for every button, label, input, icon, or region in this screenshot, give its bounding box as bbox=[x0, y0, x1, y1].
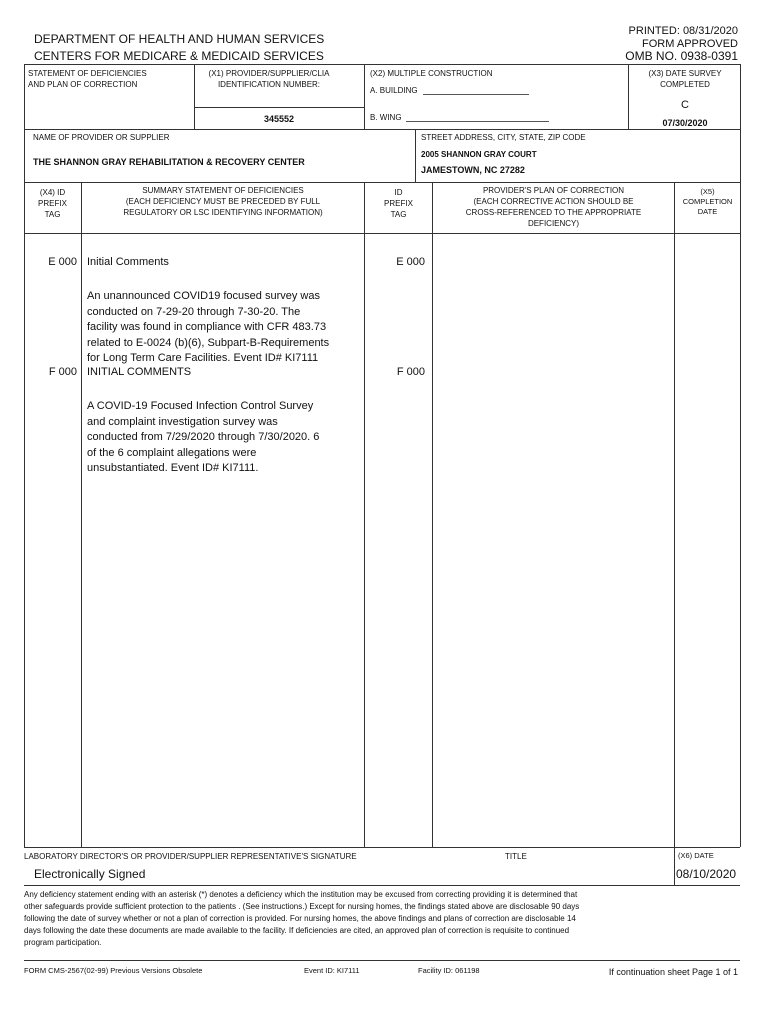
rule bbox=[24, 885, 740, 886]
rule bbox=[24, 233, 740, 234]
rule bbox=[24, 960, 740, 961]
rule bbox=[24, 64, 740, 65]
id-prefix-header: ID PREFIX TAG bbox=[384, 188, 413, 219]
rule bbox=[674, 182, 675, 847]
facility-id: Facility ID: 061198 bbox=[418, 966, 480, 975]
building-label: A. BUILDING bbox=[370, 86, 418, 95]
rule bbox=[364, 64, 365, 129]
signature-date: 08/10/2020 bbox=[676, 867, 737, 881]
rule bbox=[432, 182, 433, 847]
wing-blank bbox=[406, 121, 549, 122]
form-number: FORM CMS-2567(02-99) Previous Versions Obsolete bbox=[24, 966, 203, 975]
rule bbox=[24, 129, 740, 130]
x1-label: (X1) PROVIDER/SUPPLIER/CLIA IDENTIFICATION NUMBER: bbox=[208, 69, 330, 89]
statement-label: STATEMENT OF DEFICIENCIES AND PLAN OF CORRECTION bbox=[28, 69, 147, 89]
city-state-zip: JAMESTOWN, NC 27282 bbox=[421, 165, 525, 175]
building-blank bbox=[423, 94, 529, 95]
disclaimer: Any deficiency statement ending with an asterisk (*) denotes a deficiency which the institution may be excused from correcting providing it is determined that other safeguards provide sufficient protection to the patients . (See instructions.) Except for nursing homes, the findings stated above are disclosable 90 days following the date of survey whether or not a plan of correction is provided. For nursing homes, the above findings and plans of correction are disclosable 14 days following the date these documents are made available to the facility. If deficiencies are cited, an approved plan of correction is requisite to continued program participation. bbox=[24, 890, 580, 947]
rule bbox=[81, 182, 82, 847]
signature-label: LABORATORY DIRECTOR'S OR PROVIDER/SUPPLIER REPRESENTATIVE'S SIGNATURE bbox=[24, 852, 357, 861]
rule bbox=[364, 182, 365, 847]
rule bbox=[674, 847, 675, 885]
centers-title: CENTERS FOR MEDICARE & MEDICAID SERVICES bbox=[34, 49, 324, 63]
entry-tag: E 000 bbox=[48, 256, 77, 268]
survey-letter: C bbox=[681, 99, 689, 111]
rule bbox=[24, 847, 740, 848]
event-id: Event ID: KI7111 bbox=[304, 966, 360, 975]
entry-right-tag: E 000 bbox=[396, 256, 425, 268]
x4-header: (X4) ID PREFIX TAG bbox=[38, 188, 67, 219]
provider-name: THE SHANNON GRAY REHABILITATION & RECOVERY CENTER bbox=[33, 157, 305, 167]
printed-date: PRINTED: 08/31/2020 bbox=[628, 25, 738, 37]
form-approved: FORM APPROVED bbox=[642, 38, 738, 50]
rule bbox=[740, 64, 741, 847]
entry-text: A COVID-19 Focused Infection Control Survey and complaint investigation survey was conducted from 7/29/2020 through 7/30/2020. 6 of the 6 complaint allegations were unsubstantiated. Event ID# KI7111. bbox=[87, 400, 320, 474]
page-number: If continuation sheet Page 1 of 1 bbox=[608, 967, 738, 977]
rule bbox=[194, 64, 195, 129]
department-title: DEPARTMENT OF HEALTH AND HUMAN SERVICES bbox=[34, 32, 325, 46]
entry-tag: F 000 bbox=[48, 366, 77, 378]
omb-number: OMB NO. 0938-0391 bbox=[625, 49, 738, 63]
entry-text: An unannounced COVID19 focused survey was conducted on 7-29-20 through 7-30-20. The facility was found in compliance with CFR 483.73 related to E-0024 (b)(6), Subpart-B-Requirements for Long Term Care Facilities. Event ID# KI7111 bbox=[87, 290, 330, 364]
rule bbox=[628, 64, 629, 129]
entry-right-tag: F 000 bbox=[396, 366, 425, 378]
survey-date: 07/30/2020 bbox=[662, 118, 708, 128]
entry-title: INITIAL COMMENTS bbox=[87, 366, 192, 378]
title-label: TITLE bbox=[505, 852, 527, 861]
x3-label: (X3) DATE SURVEY COMPLETED bbox=[648, 69, 722, 89]
date-label: (X6) DATE bbox=[678, 851, 714, 860]
rule bbox=[24, 64, 25, 847]
rule bbox=[415, 129, 416, 182]
signature-value: Electronically Signed bbox=[34, 867, 146, 881]
street-address: 2005 SHANNON GRAY COURT bbox=[421, 150, 537, 159]
plan-header: PROVIDER'S PLAN OF CORRECTION (EACH CORRECTIVE ACTION SHOULD BE CROSS-REFERENCED TO THE APPROPRIATE DEFICIENCY) bbox=[465, 186, 642, 228]
rule bbox=[194, 107, 364, 108]
wing-label: B. WING bbox=[370, 113, 402, 122]
address-label: STREET ADDRESS, CITY, STATE, ZIP CODE bbox=[421, 133, 586, 142]
provider-number: 345552 bbox=[263, 114, 295, 124]
x2-label: (X2) MULTIPLE CONSTRUCTION bbox=[370, 69, 493, 78]
summary-header: SUMMARY STATEMENT OF DEFICIENCIES (EACH DEFICIENCY MUST BE PRECEDED BY FULL REGULATORY OR LSC IDENTIFYING INFORMATION) bbox=[123, 186, 323, 217]
rule bbox=[24, 182, 740, 183]
provider-name-label: NAME OF PROVIDER OR SUPPLIER bbox=[33, 133, 170, 142]
x5-header: (X5) COMPLETION DATE bbox=[682, 187, 733, 216]
entry-title: Initial Comments bbox=[87, 256, 169, 268]
